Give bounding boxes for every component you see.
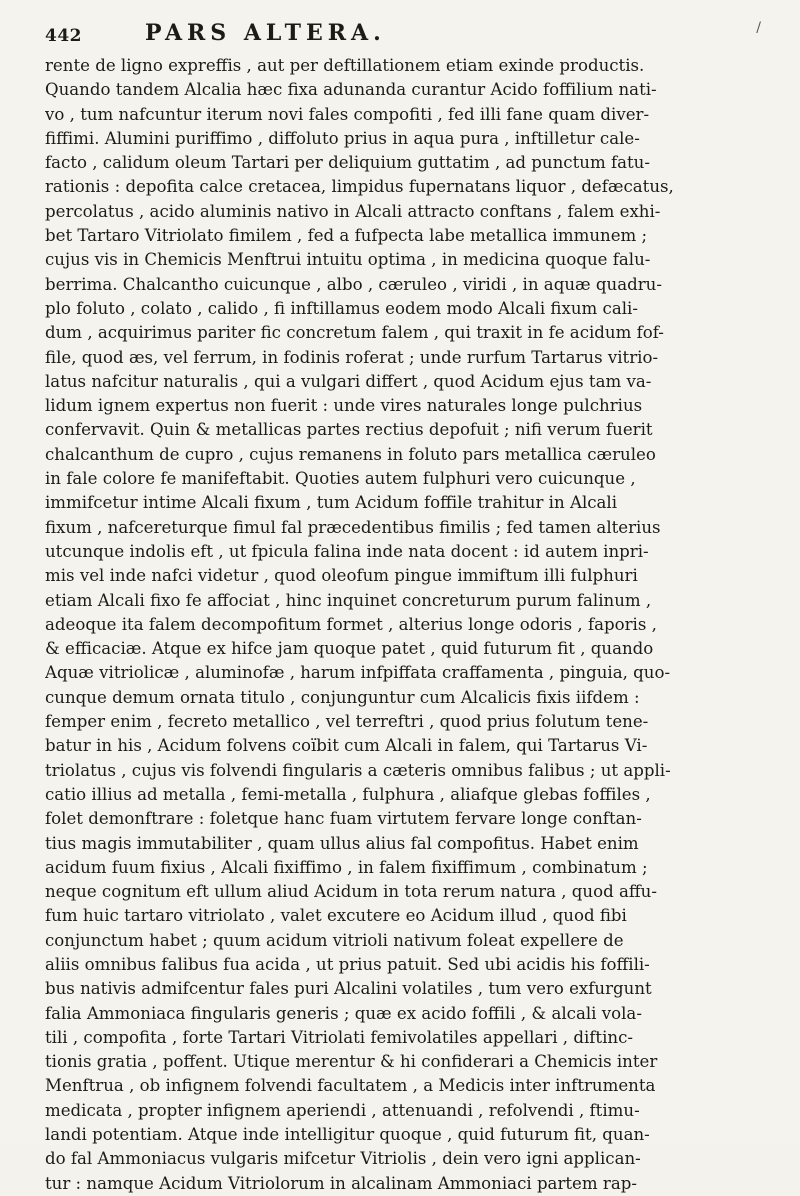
text-line: facto , calidum oleum Tartari per deliquium guttatim , ad punctum fatu- [45, 153, 650, 173]
text-line: dum , acquirimus pariter fic concretum falem , qui traxit in fe acidum fof- [45, 323, 664, 343]
text-line: percolatus , acido aluminis nativo in Alcali attracto conftans , falem exhi- [45, 201, 661, 221]
text-line: file, quod æs, vel ferrum, in fodinis roferat ; unde rurfum Tartarus vitrio- [45, 347, 659, 367]
text-line: plo foluto , colato , calido , fi inftillamus eodem modo Alcali fixum cali- [45, 298, 638, 318]
text-line: chalcanthum de cupro , cujus remanens in foluto pars metallica cæruleo [45, 444, 656, 464]
running-head: PARS ALTERA. [145, 20, 386, 46]
text-line: adeoque ita falem decompofitum formet , alterius longe odoris , faporis , [45, 614, 657, 634]
text-line: lidum ignem expertus non fuerit : unde vires naturales longe pulchrius [45, 396, 643, 416]
text-line: Quando tandem Alcalia hæc fixa adunanda curantur Acido foffilium nati- [45, 80, 657, 100]
text-line: etiam Alcali fixo fe affociat , hinc inquinet concreturum purum falinum , [45, 590, 652, 610]
text-line: bus nativis admifcentur fales puri Alcalini volatiles , tum vero exfurgunt [45, 979, 652, 999]
text-line: tur : namque Acidum Vitriolorum in alcalinam Ammoniaci partem rap- [45, 1173, 637, 1193]
text-line: in fale colore fe manifeftabit. Quoties autem fulphuri vero cuicunque , [45, 469, 636, 489]
page-number: 442 [45, 26, 82, 46]
text-line: folet demonftrare : foletque hanc fuam virtutem fervare longe conftan- [45, 809, 642, 829]
text-line: acidum fuum fixius , Alcali fixiffimo , in falem fixiffimum , combinatum ; [45, 857, 648, 877]
text-line: rente de ligno expreffis , aut per deftillationem etiam exinde productis. [45, 56, 645, 75]
text-line: cunque demum ornata titulo , conjunguntur cum Alcalicis fixis iifdem : [45, 687, 640, 707]
text-line: bet Tartaro Vitriolato fimilem , fed a fufpecta labe metallica immunem ; [45, 226, 648, 246]
text-line: catio illius ad metalla , femi-metalla , fulphura , aliafque glebas foffiles , [45, 784, 651, 804]
text-line: medicata , propter infignem aperiendi , attenuandi , refolvendi , ftimu- [45, 1100, 640, 1120]
text-line: fixum , nafcereturque fimul fal præcedentibus fimilis ; fed tamen alterius [45, 517, 661, 537]
text-line: falia Ammoniaca fingularis generis ; quæ ex acido foffili , & alcali vola- [45, 1003, 642, 1023]
text-line: tionis gratia , poffent. Utique merentur & hi confiderari a Chemicis inter [45, 1052, 658, 1072]
text-line: aliis omnibus falibus fua acida , ut prius patuit. Sed ubi acidis his foffili- [45, 954, 650, 974]
text-line: utcunque indolis eft , ut fpicula falina inde nata docent : id autem inpri- [45, 541, 649, 561]
text-line: Aquæ vitriolicæ , aluminofæ , harum infpiffata craffamenta , pinguia, quo- [45, 663, 671, 683]
text-line: tius magis immutabiliter , quam ullus alius fal compofitus. Habet enim [45, 833, 639, 853]
text-line: neque cognitum eft ullum aliud Acidum in tota rerum natura , quod affu- [45, 882, 657, 902]
text-line: Menftrua , ob infignem folvendi facultatem , a Medicis inter inftrumenta [45, 1076, 656, 1096]
text-line: cujus vis in Chemicis Menftrui intuitu optima , in medicina quoque falu- [45, 250, 651, 270]
text-line: do fal Ammoniacus vulgaris mifcetur Vitriolis , dein vero igni applican- [45, 1149, 641, 1169]
text-line: confervavit. Quin & metallicas partes rectius depofuit ; nifi verum fuerit [45, 420, 653, 440]
text-line: landi potentiam. Atque inde intelligitur quoque , quid futurum fit, quan- [45, 1125, 650, 1145]
text-line: triolatus , cujus vis folvendi fingularis a cæteris omnibus falibus ; ut appli- [45, 760, 671, 780]
text-line: immifcetur intime Alcali fixum , tum Acidum foffile trahitur in Alcali [45, 493, 618, 513]
corner-mark: / [756, 20, 761, 36]
text-line: tili , compofita , forte Tartari Vitriolati femivolatiles appellari , diftinc- [45, 1027, 633, 1047]
text-line: batur in his , Acidum folvens coïbit cum Alcali in falem, qui Tartarus Vi- [45, 736, 648, 756]
text-line: vo , tum nafcuntur iterum novi fales compofiti , fed illi fane quam diver- [45, 104, 650, 124]
text-line: conjunctum habet ; quum acidum vitrioli nativum foleat expellere de [45, 930, 624, 950]
text-line: rationis : depofita calce cretacea, limpidus fupernatans liquor , defæcatus, [45, 177, 674, 197]
body-text [45, 54, 775, 1196]
text-line: femper enim , fecreto metallico , vel terreftri , quod prius folutum tene- [45, 712, 649, 732]
text-line: latus nafcitur naturalis , qui a vulgari differt , quod Acidum ejus tam va- [45, 371, 652, 391]
text-line: mis vel inde nafci videtur , quod oleofum pingue immiftum illi fulphuri [45, 566, 638, 586]
text-line: fiffimi. Alumini puriffimo , diffoluto prius in aqua pura , inftilletur cale- [45, 128, 640, 148]
text-line: fum huic tartaro vitriolato , valet excutere eo Acidum illud , quod fibi [45, 906, 627, 926]
text-line: berrima. Chalcantho cuicunque , albo , cæruleo , viridi , in aquæ quadru- [45, 274, 662, 294]
text-line: & efficaciæ. Atque ex hifce jam quoque patet , quid futurum fit , quando [45, 639, 654, 659]
